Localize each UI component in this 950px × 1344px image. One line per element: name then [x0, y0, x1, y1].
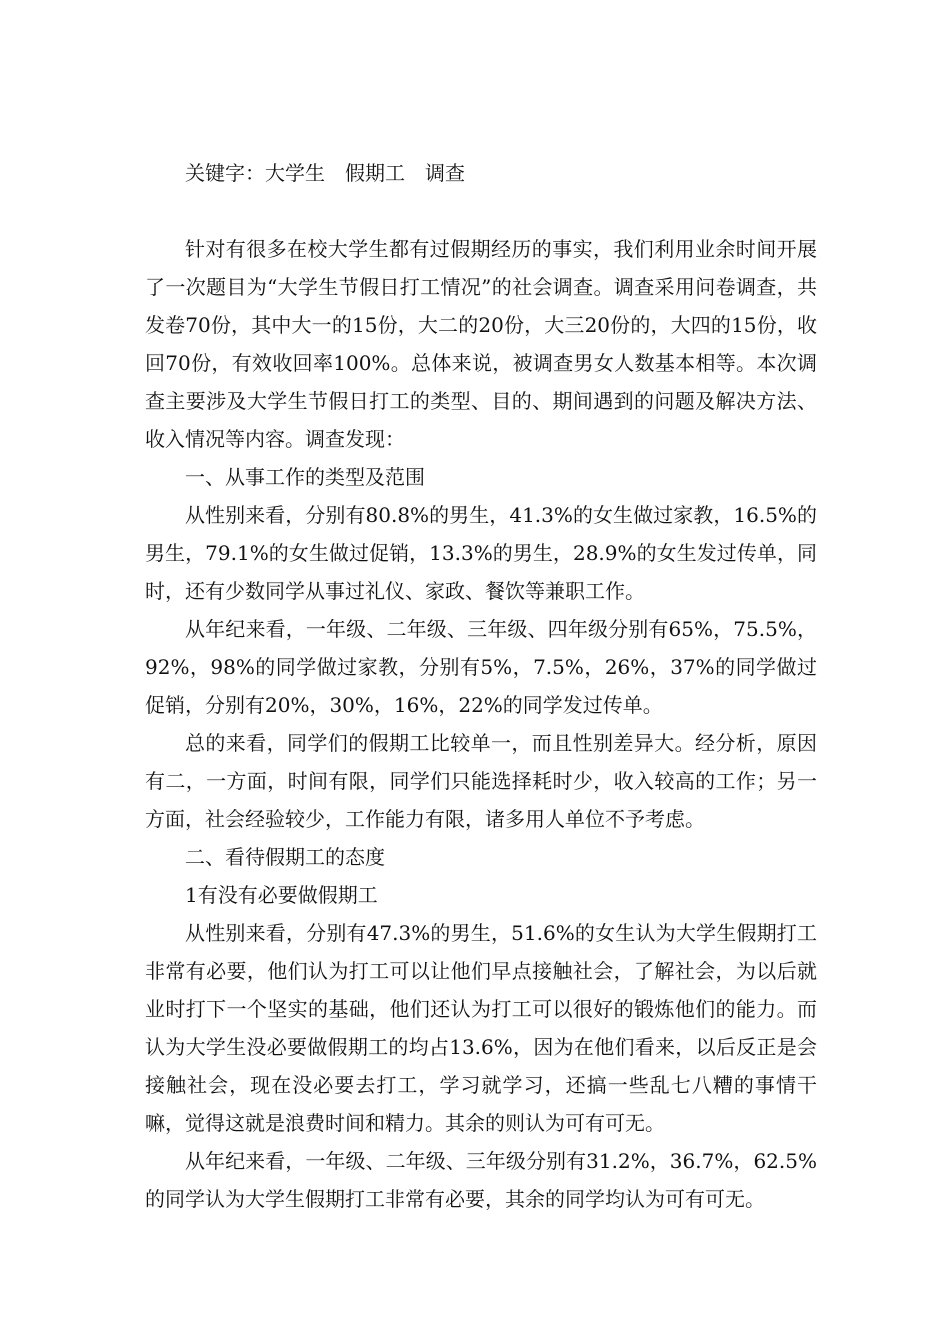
paragraph-gender-work: 从性别来看，分别有80.8%的男生，41.3%的女生做过家教，16.5%的男生，79.1%的女生做过促销，13.3%的男生，28.9%的女生发过传单，同时，还有少数同学从事过礼仪、家政、餐饮等兼职工作。	[145, 503, 817, 603]
paragraph-grade-necessity: 从年纪来看，一年级、二年级、三年级分别有31.2%，36.7%，62.5%的同学认为大学生假期打工非常有必要，其余的同学均认为可有可无。	[145, 1149, 817, 1211]
subsection-heading-necessity: 1有没有必要做假期工	[185, 883, 378, 907]
paragraph-analysis: 总的来看，同学们的假期工比较单一，而且性别差异大。经分析，原因有二，一方面，时间有限，同学们只能选择耗时少，收入较高的工作；另一方面，社会经验较少，工作能力有限，诸多用人单位不予考虑。	[145, 731, 817, 831]
paragraph-grade-work: 从年纪来看，一年级、二年级、三年级、四年级分别有65%，75.5%，92%，98%的同学做过家教，分别有5%，7.5%，26%，37%的同学做过促销，分别有20%，30%，16%，22%的同学发过传单。	[145, 617, 817, 717]
intro-paragraph: 针对有很多在校大学生都有过假期经历的事实，我们利用业余时间开展了一次题目为“大学生节假日打工情况”的社会调查。调查采用问卷调查，共发卷70份，其中大一的15份，大二的20份，大三20份的，大四的15份，收回70份，有效收回率100%。总体来说，被调查男女人数基本相等。本次调查主要涉及大学生节假日打工的类型、目的、期间遇到的问题及解决方法、收入情况等内容。调查发现：	[145, 237, 817, 451]
paragraph-gender-necessity: 从性别来看，分别有47.3%的男生，51.6%的女生认为大学生假期打工非常有必要，他们认为打工可以让他们早点接触社会，了解社会，为以后就业时打下一个坚实的基础，他们还认为打工可以很好的锻炼他们的能力。而认为大学生没必要做假期工的均占13.6%，因为在他们看来，以后反正是会接触社会，现在没必要去打工，学习就学习，还搞一些乱七八糟的事情干嘛，觉得这就是浪费时间和精力。其余的则认为可有可无。	[145, 921, 817, 1135]
keywords-line: 关键字：大学生 假期工 调查	[185, 161, 465, 185]
document-body	[145, 154, 817, 1218]
section-heading-work-types: 一、从事工作的类型及范围	[185, 465, 425, 489]
section-heading-attitude: 二、看待假期工的态度	[185, 845, 385, 869]
